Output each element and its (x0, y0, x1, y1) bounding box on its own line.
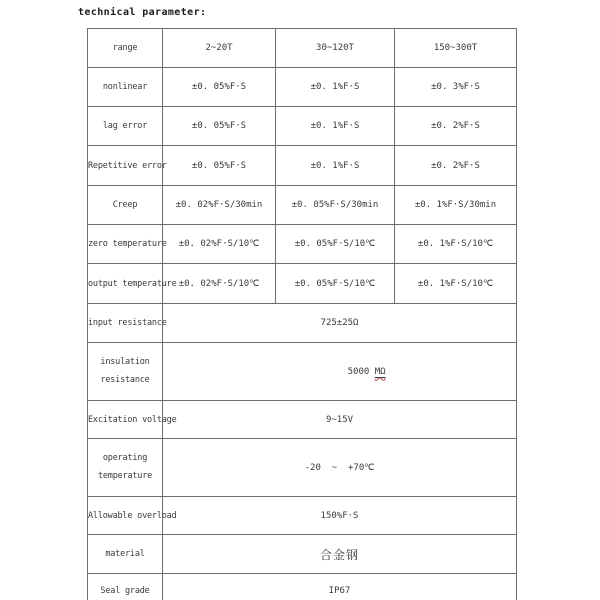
param-label-creep: Creep (88, 186, 163, 225)
lag-error-col-3: ±0. 2%F·S (395, 107, 517, 146)
table-row-excitation-voltage (88, 401, 517, 439)
creep-col-3: ±0. 1%F·S/30min (395, 186, 517, 225)
table-row-output-temperature (88, 264, 517, 304)
param-label-seal-grade: Seal grade (88, 574, 163, 600)
param-label-line-2: temperature (97, 470, 153, 481)
operating-temperature-value: -20 ~ +70℃ (163, 439, 517, 497)
param-label-line-1: operating (102, 452, 148, 463)
zero-temperature-col-2: ±0. 05%F·S/10℃ (276, 225, 395, 264)
param-label-range: range (88, 29, 163, 68)
table-row-allowable-overload (88, 497, 517, 535)
range-col-1: 2~20T (163, 29, 276, 68)
param-label-operating-temperature (88, 439, 163, 497)
param-label-insulation-resistance (88, 343, 163, 401)
page-title: technical parameter: (78, 7, 207, 18)
insulation-value-number: 5000 (347, 366, 375, 377)
table-row-insulation-resistance (88, 343, 517, 401)
material-value: 合金钢 (163, 535, 517, 574)
param-label-line-1: insulation (100, 356, 150, 367)
spellcheck-squiggle (375, 367, 386, 377)
creep-col-1: ±0. 02%F·S/30min (163, 186, 276, 225)
output-temperature-col-3: ±0. 1%F·S/10℃ (395, 264, 517, 304)
table-row-lag-error (88, 107, 517, 146)
table-row-zero-temperature (88, 225, 517, 264)
param-label-zero-temperature: zero temperature (88, 225, 163, 264)
param-label-material: material (88, 535, 163, 574)
param-label-line-2: resistance (100, 374, 150, 385)
table-row-input-resistance (88, 304, 517, 343)
repetitive-error-col-1: ±0. 05%F·S (163, 146, 276, 186)
table-row-operating-temperature (88, 439, 517, 497)
repetitive-error-col-3: ±0. 2%F·S (395, 146, 517, 186)
param-label-nonlinear: nonlinear (88, 68, 163, 107)
lag-error-col-2: ±0. 1%F·S (276, 107, 395, 146)
table-row-material (88, 535, 517, 574)
table-row-repetitive-error (88, 146, 517, 186)
insulation-resistance-value (163, 343, 517, 401)
nonlinear-col-1: ±0. 05%F·S (163, 68, 276, 107)
param-label-output-temperature: output temperature (88, 264, 163, 304)
insulation-value-unit: MΩ (374, 366, 386, 377)
param-label-excitation-voltage: Excitation voltage (88, 401, 163, 439)
param-label-input-resistance: input resistance (88, 304, 163, 343)
zero-temperature-col-1: ±0. 02%F·S/10℃ (163, 225, 276, 264)
param-label-repetitive-error: Repetitive error (88, 146, 163, 186)
range-col-3: 150~300T (395, 29, 517, 68)
repetitive-error-col-2: ±0. 1%F·S (276, 146, 395, 186)
seal-grade-value: IP67 (163, 574, 517, 600)
table-row-range (88, 29, 517, 68)
excitation-voltage-value: 9~15V (163, 401, 517, 439)
allowable-overload-value: 150%F·S (163, 497, 517, 535)
input-resistance-value: 725±25Ω (163, 304, 517, 343)
creep-col-2: ±0. 05%F·S/30min (276, 186, 395, 225)
table-row-seal-grade (88, 574, 517, 600)
nonlinear-col-2: ±0. 1%F·S (276, 68, 395, 107)
range-col-2: 30~120T (276, 29, 395, 68)
lag-error-col-1: ±0. 05%F·S (163, 107, 276, 146)
nonlinear-col-3: ±0. 3%F·S (395, 68, 517, 107)
technical-parameter-table (87, 28, 517, 600)
output-temperature-col-2: ±0. 05%F·S/10℃ (276, 264, 395, 304)
table-row-nonlinear (88, 68, 517, 107)
output-temperature-col-1: ±0. 02%F·S/10℃ (163, 264, 276, 304)
param-label-lag-error: lag error (88, 107, 163, 146)
param-label-allowable-overload: Allowable overload (88, 497, 163, 535)
zero-temperature-col-3: ±0. 1%F·S/10℃ (395, 225, 517, 264)
table-row-creep (88, 186, 517, 225)
